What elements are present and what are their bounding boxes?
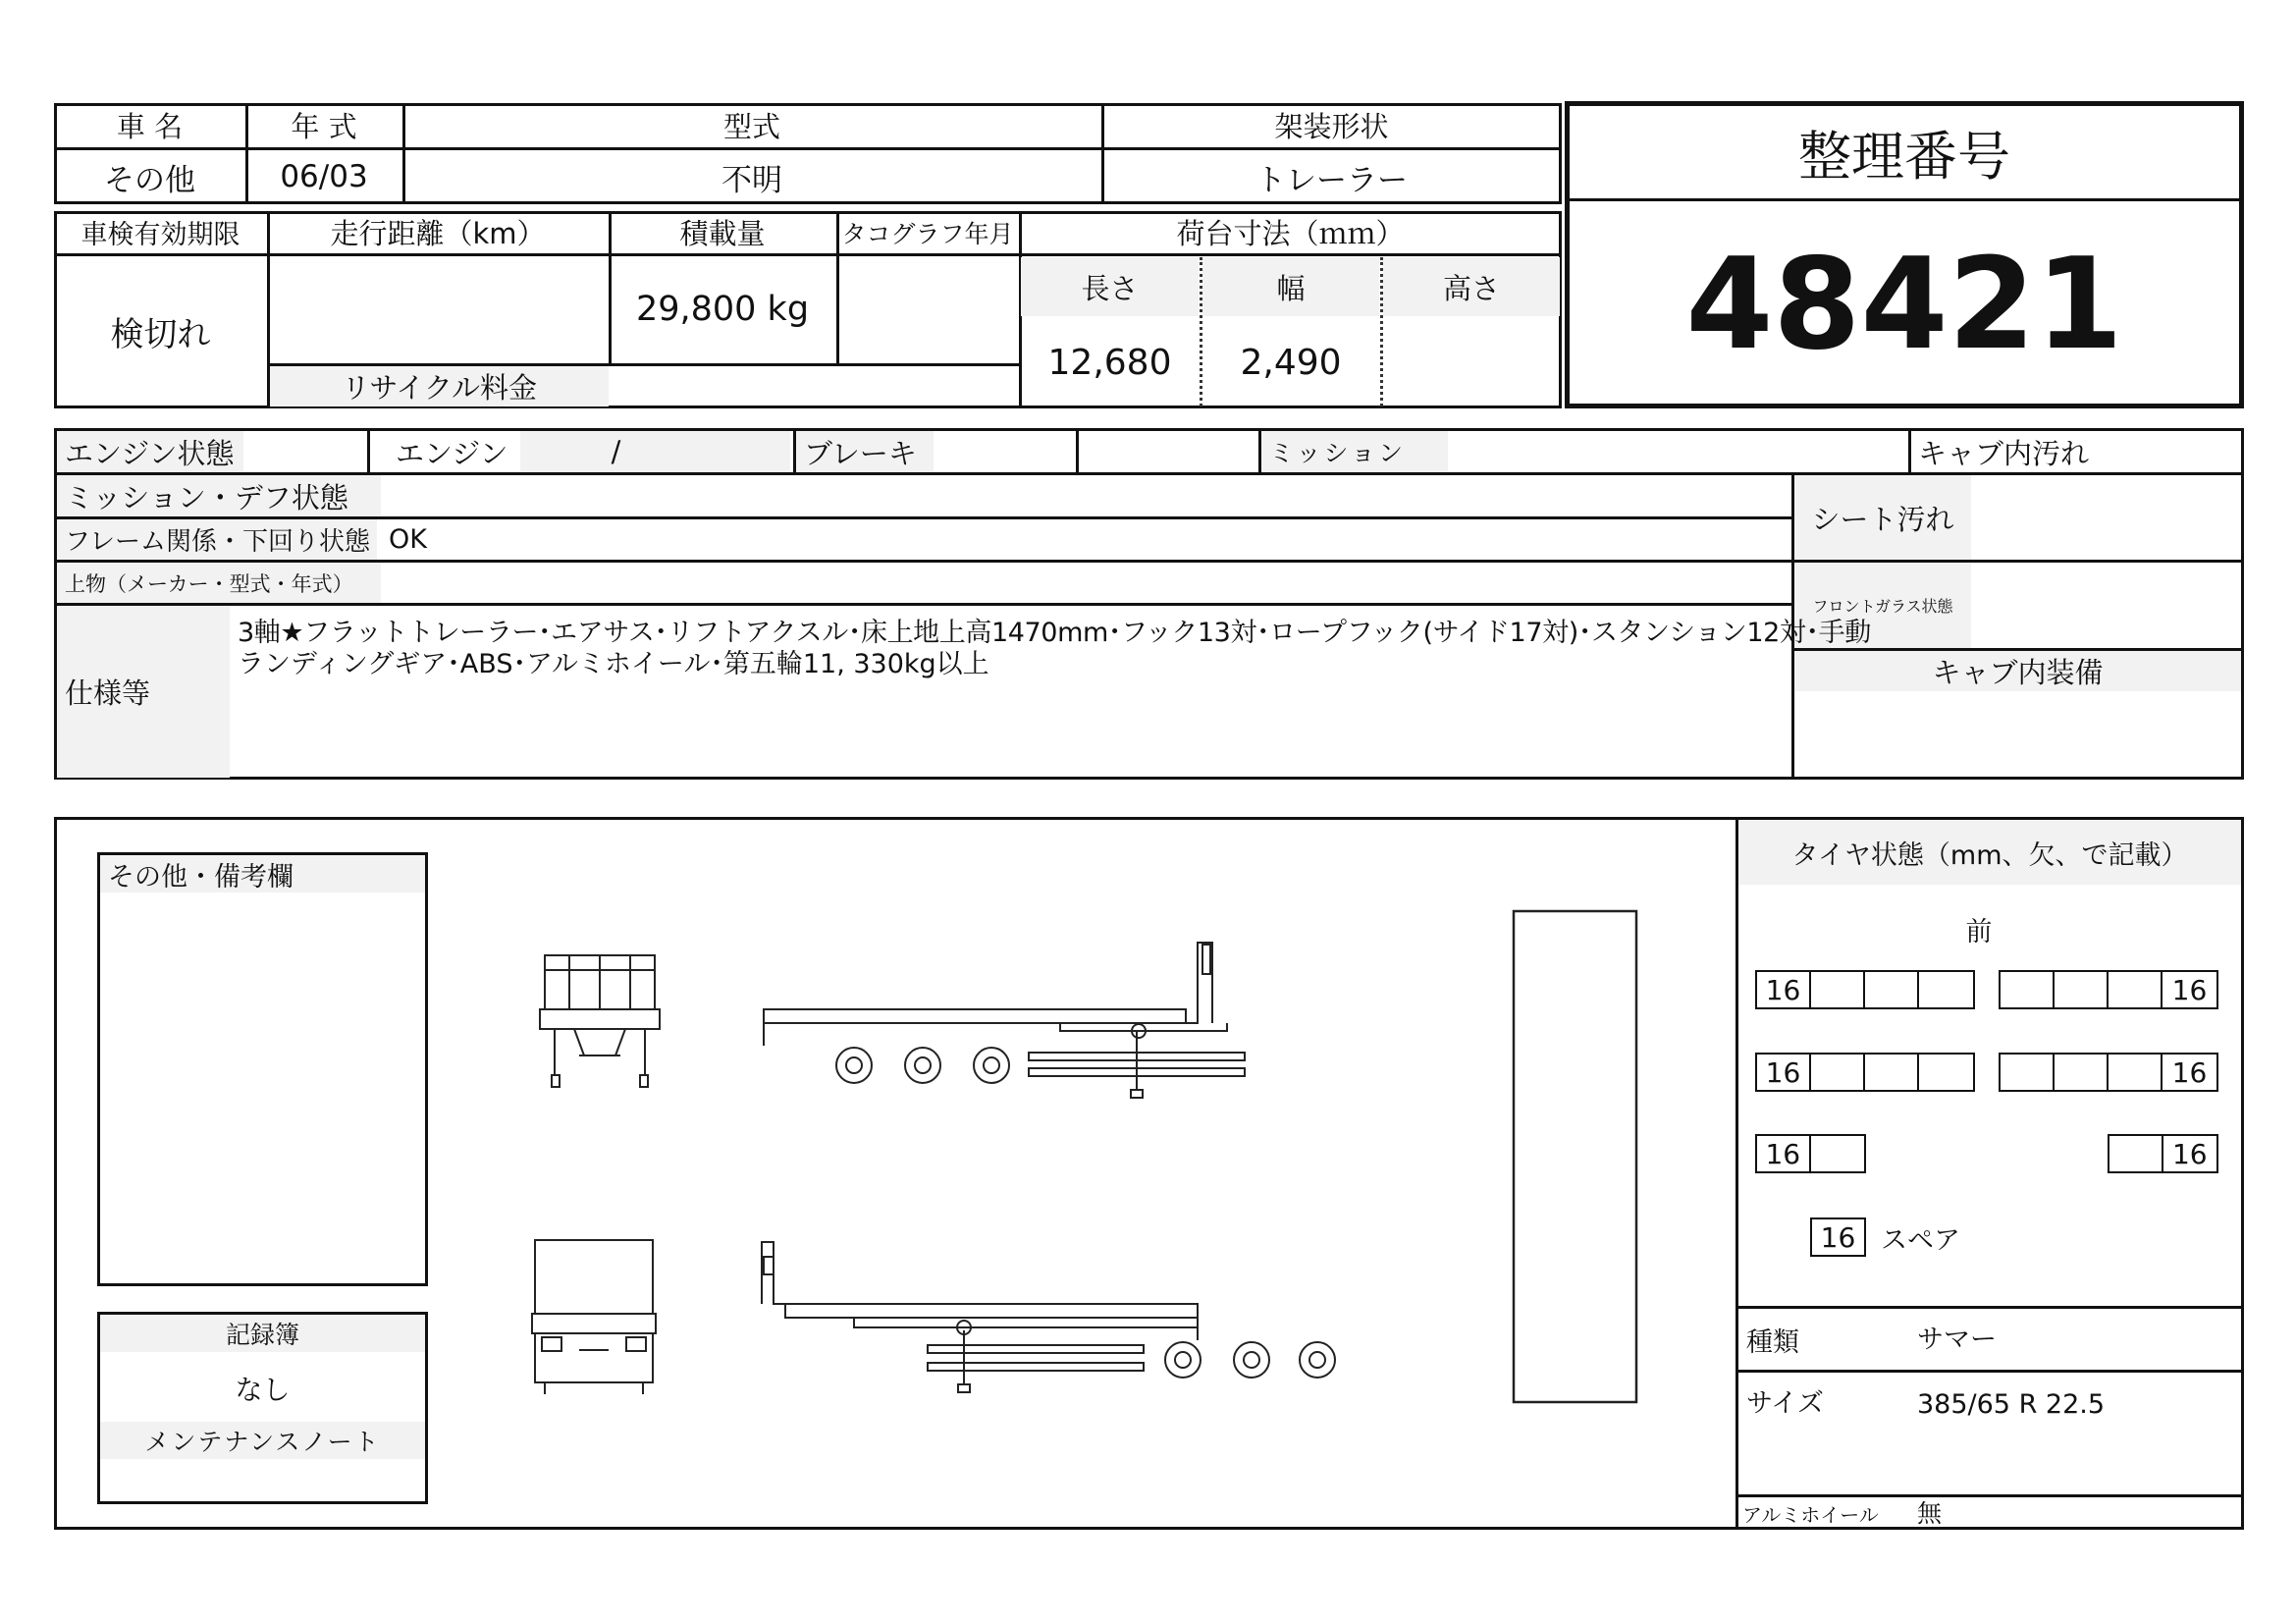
tire-front-label: 前: [1965, 916, 1993, 947]
label-cab-equipment: キャブ内装備: [1794, 651, 2241, 691]
label-mission: ミッション: [1261, 431, 1448, 472]
tire-row-1-right: [1999, 970, 2218, 1009]
model-type-value: 不明: [721, 162, 782, 198]
label-brake: ブレーキ: [796, 431, 934, 472]
spec-line-1: 3軸★フラットトレーラー･エアサス･リフトアクスル･床上地上高1470mm･フック13対･ロープフック(サイド17対)･スタンション12対･手動: [238, 618, 1871, 648]
tire-row-2-left: [1755, 1053, 1975, 1092]
label-body-type: 架装形状: [1274, 110, 1389, 143]
label-specification: 仕様等: [57, 606, 230, 778]
trailer-diagram: [510, 884, 1649, 1414]
label-seat-dirt: シート汚れ: [1794, 475, 1971, 560]
label-cargo-dimensions: 荷台寸法（ｍｍ）: [1176, 217, 1405, 250]
label-width: 幅: [1202, 257, 1379, 316]
label-upper-body: 上物（メーカー・型式・年式）: [57, 563, 381, 603]
label-cab-dirt: キャブ内汚れ: [1918, 436, 2090, 470]
label-tire-type: 種類: [1746, 1326, 1799, 1358]
recycle-fee-value: [609, 366, 1019, 406]
model-year-value: 06/03: [280, 159, 368, 194]
spec-line-2: ランディングギア･ABS･アルミホイール･第五輪11, 330kg以上: [238, 649, 989, 679]
tire-depth-value[interactable]: 16: [1757, 1136, 1811, 1171]
width-value: 2,490: [1240, 342, 1342, 383]
tire-row-3-left: [1755, 1134, 1866, 1173]
tire-depth-value[interactable]: 16: [1757, 1055, 1811, 1090]
trailer-rear-view: [532, 1240, 656, 1394]
label-vehicle-name: 車 名: [116, 110, 184, 143]
label-height: 高さ: [1383, 257, 1560, 316]
tire-row-2-right: [1999, 1053, 2218, 1092]
label-front-glass: フロントガラス状態: [1794, 563, 1971, 648]
label-length: 長さ: [1021, 257, 1199, 316]
label-remarks: その他・備考欄: [100, 855, 425, 893]
trailer-side-view-left: [764, 943, 1245, 1098]
body-type-value: トレーラー: [1255, 162, 1408, 198]
tire-depth-value[interactable]: 16: [2171, 1055, 2208, 1089]
tire-row-3-right: [2108, 1134, 2218, 1173]
load-capacity-value: 29,800 kg: [635, 290, 810, 329]
label-tire-size: サイズ: [1746, 1387, 1824, 1419]
height-value: [1383, 319, 1560, 406]
label-record-book: 記録簿: [100, 1315, 425, 1352]
label-engine: エンジン: [396, 436, 508, 470]
reference-number-label: 整理番号: [1798, 125, 2010, 188]
tire-depth-value[interactable]: 16: [2171, 1137, 2208, 1170]
label-engine-state: エンジン状態: [57, 431, 243, 472]
tire-depth-value[interactable]: 16: [2171, 973, 2208, 1006]
spare-tire: [1810, 1217, 1866, 1257]
label-inspection-expiry: 車検有効期限: [80, 220, 240, 250]
label-frame: フレーム関係・下回り状態: [57, 519, 377, 560]
length-value: 12,680: [1047, 342, 1172, 383]
spare-tire-label: スペア: [1881, 1224, 1960, 1256]
label-mission-diff: ミッション・デフ状態: [57, 475, 381, 516]
tire-size-value: 385/65 R 22.5: [1917, 1388, 2106, 1420]
trailer-top-view: [1514, 911, 1636, 1402]
label-load-capacity: 積載量: [679, 217, 766, 250]
label-aluminum-wheel: アルミホイール: [1742, 1502, 1879, 1527]
vehicle-name-value: その他: [104, 162, 195, 198]
tire-type-value: サマー: [1917, 1324, 1997, 1355]
spare-tire-value[interactable]: 16: [1820, 1220, 1856, 1254]
label-mileage: 走行距離（km）: [330, 217, 546, 250]
aluminum-wheel-value: 無: [1917, 1499, 1943, 1528]
trailer-front-view: [540, 955, 660, 1087]
label-model-year: 年 式: [291, 110, 357, 143]
engine-value-area: [520, 431, 790, 472]
mileage-value: [267, 255, 609, 363]
tachograph-value: [836, 255, 1019, 363]
record-book-value: なし: [235, 1374, 291, 1406]
tire-row-1-left: [1755, 970, 1975, 1009]
tire-depth-value[interactable]: 16: [1757, 972, 1811, 1007]
label-recycle-fee: リサイクル料金: [270, 366, 609, 406]
label-maintenance-note: メンテナンスノート: [100, 1422, 425, 1459]
remarks-box: [97, 852, 428, 1286]
reference-number: 48421: [1685, 231, 2123, 378]
label-model-type: 型式: [722, 110, 780, 143]
tire-status-title: タイヤ状態（mm、欠、で記載）: [1738, 820, 2241, 885]
trailer-side-view-right: [762, 1242, 1335, 1392]
inspection-value: 検切れ: [110, 314, 211, 354]
label-tachograph: タコグラフ年月: [841, 219, 1014, 248]
engine-slash: /: [611, 435, 621, 468]
frame-value: OK: [389, 524, 427, 555]
